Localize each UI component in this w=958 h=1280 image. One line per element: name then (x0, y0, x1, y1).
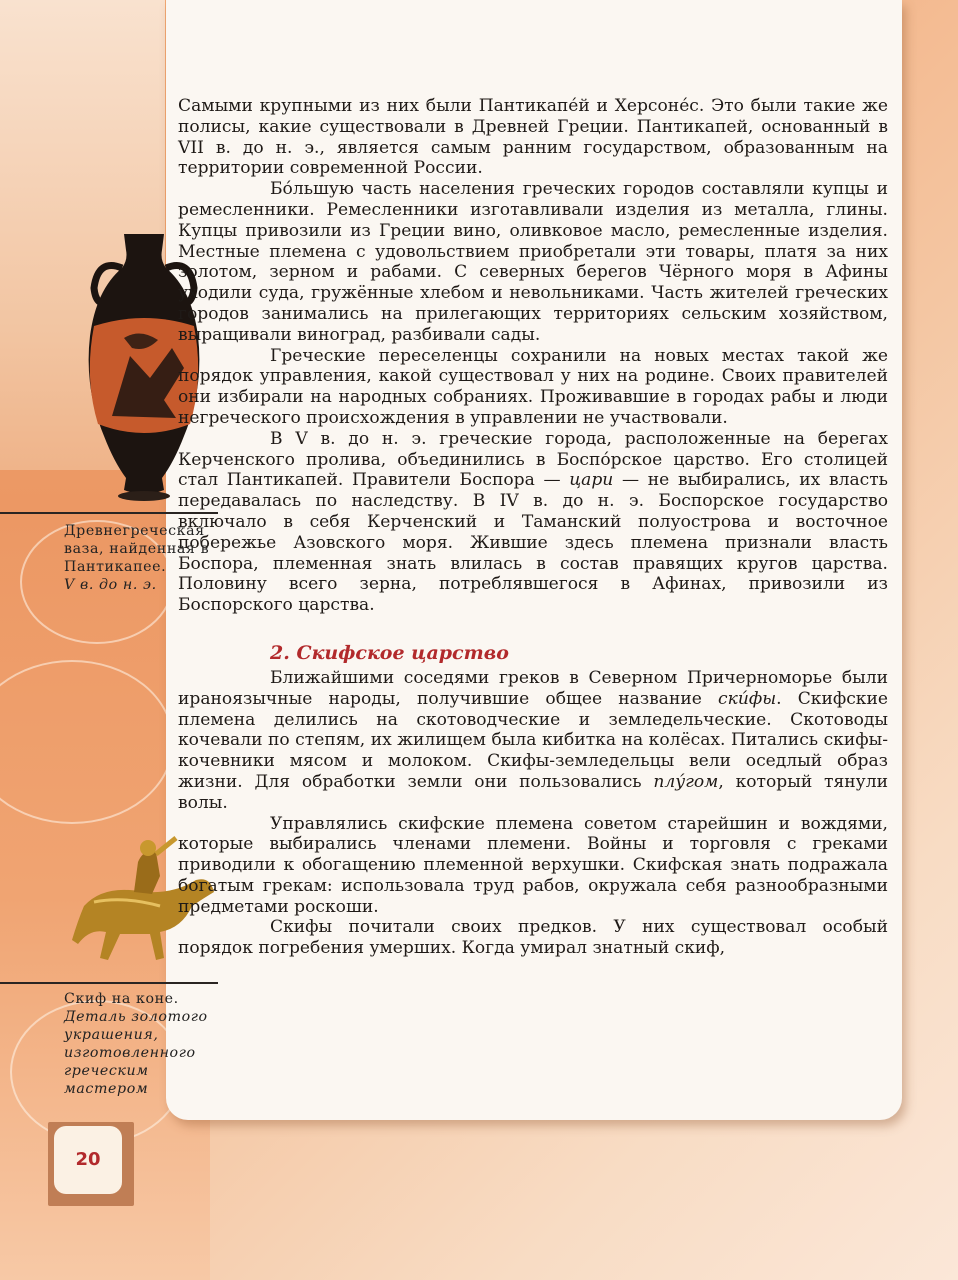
term-tsari: цари (569, 470, 614, 491)
page-number: 20 (54, 1126, 122, 1194)
caption-divider (0, 982, 218, 984)
vase-caption-date: V в. до н. э. (64, 577, 157, 593)
vase-caption-text: Древнегреческая ваза, найденная в Пантикапее. (64, 523, 210, 575)
section-heading: 2. Скифское царство (270, 641, 509, 664)
paragraph-scythians (178, 668, 888, 814)
paragraph: Скифы почитали своих предков. У них существовал особый порядок погребения умерших. Когда умирал знатный скиф, (178, 917, 888, 959)
paragraph: Управлялись скифские племена советом старейшин и вождями, которые выбирались членами племени. Войны и торговля с греками приводили к обогащению племенной верхушки. Скифская знать подражала богатым грекам: использовала труд рабов, окружала себя разнообразными предметами роскоши. (178, 813, 888, 917)
term-plug: плу́гом (653, 771, 719, 792)
text-run: . Скифские племена делились на скотоводческие и земледельческие. Скотоводы кочевали по степям, их жилищем была кибитка на колёсах. Питались скифы-кочевники мясом и молоком. Скифы-земледельцы вели оседлый образ жизни. Для обработки земли они пользовались (178, 688, 888, 792)
text-run: Ближайшими соседями греков в Северном Причерноморье были ираноязычные народы, получившие общее название (178, 667, 888, 709)
main-text-column (178, 96, 888, 959)
paragraph: Греческие переселенцы сохранили на новых местах такой же порядок управления, какой существовал у них на родине. Своих правителей они избирали на народных собраниях. Проживавшие в городах рабы и люди негреческого происхождения в управлении не участвовали. (178, 345, 888, 428)
horse-caption-detail: Деталь золотого украшения, изготовленного греческим мастером (64, 1009, 208, 1097)
text-run: В V в. до н. э. греческие города, расположенные на берегах Керченского пролива, объединились в Боспо́рское царство. Его столицей стал Пантикапей. Правители Боспора — (178, 428, 888, 491)
paragraph-bosporus (178, 429, 888, 616)
horse-caption-text: Скиф на коне. (64, 991, 179, 1007)
term-skify: ски́фы (718, 688, 777, 709)
horse-caption (64, 990, 224, 1098)
paragraph: Самыми крупными из них были Пантикапе́й и Херсоне́с. Это были такие же полисы, какие существовали в Древней Греции. Пантикапей, основанный в VII в. до н. э., является самым ранним государством, образованным на территории современной России. (178, 96, 888, 179)
text-run: — не выбирались, их власть передавалась по наследству. В IV в. до н. э. Боспорское государство включало в себя Керченский и Таманский полуострова и восточное побережье Азовского моря. Жившие здесь племена признали власть Боспора, племенная знать влилась в состав правящих кругов царства. Половину всего зерна, потреблявшегося в Афинах, привозили из Боспорского царства. (178, 470, 888, 616)
paragraph: Бо́льшую часть населения греческих городов составляли купцы и ремесленники. Ремесленники изготавливали изделия из металла, глины. Купцы привозили из Греции вино, оливковое масло, ремесленные изделия. Местные племена с удовольствием приобретали эти товары, платя за них золотом, зерном и рабами. С северных берегов Чёрного моря в Афины уходили суда, гружённые хлебом и невольниками. Часть жителей греческих городов занимались на прилегающих территориях сельским хозяйством, выращивали виноград, разбивали сады. (178, 179, 888, 345)
text-run: , который тянули волы. (178, 771, 888, 813)
